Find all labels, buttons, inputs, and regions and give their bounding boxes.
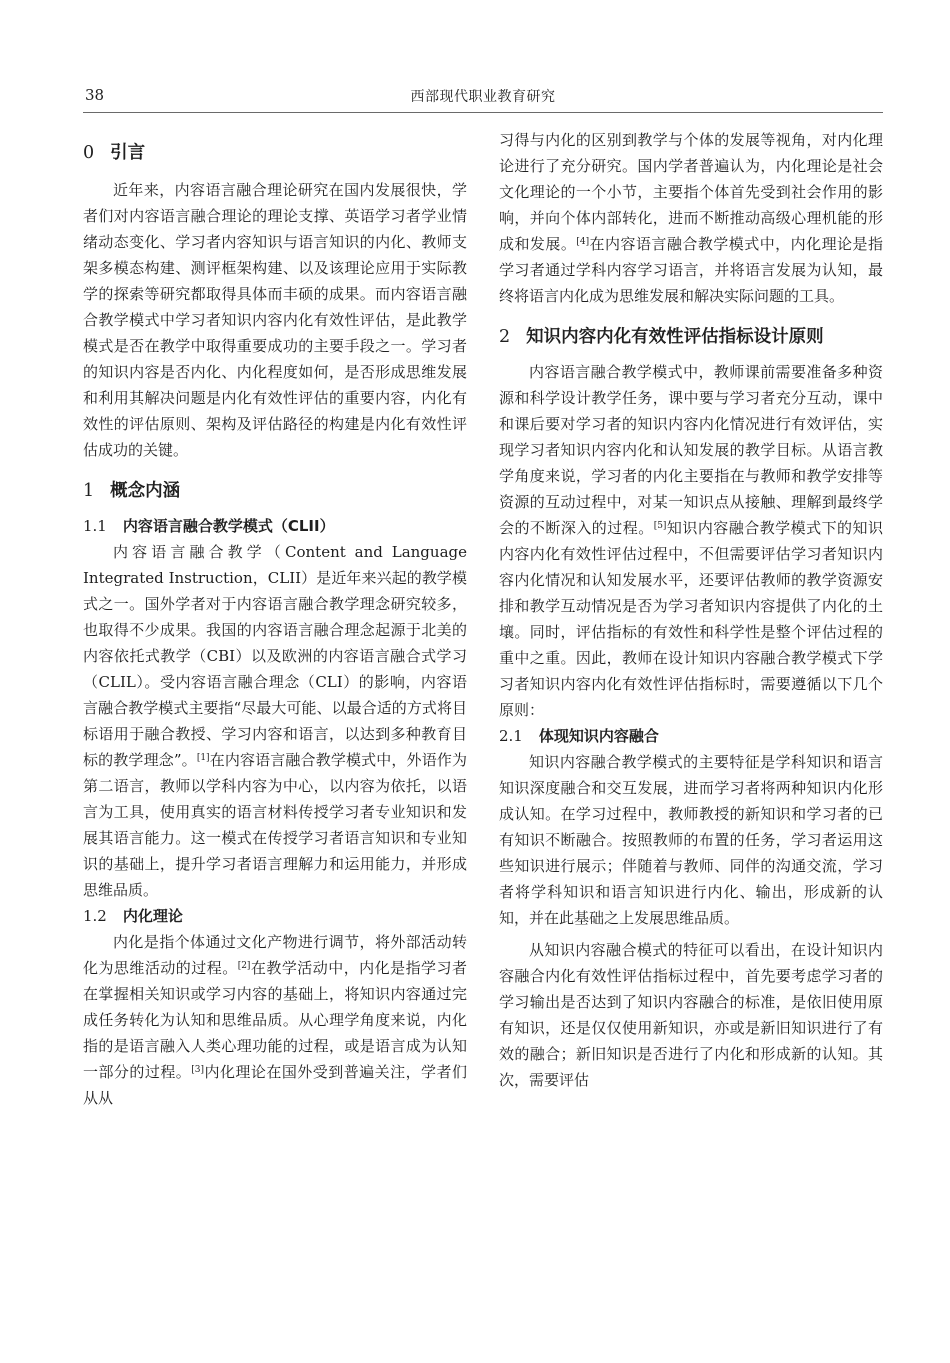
page-number: 38 — [85, 86, 105, 104]
subsection-heading-clii — [83, 513, 467, 539]
paragraph — [499, 127, 883, 309]
paragraph-text: 在内容语言融合教学模式中，外语作为第二语言，教师以学科内容为中心，以内容为依托，以语言为工具，使用真实的语言材料传授学习者专业知识和发展其语言能力。这一模式在传授学习者语言知识和专业知识的基础上，提升学习者语言理解力和运用能力，并形成思维品质。 — [83, 751, 467, 899]
paragraph-text: 在内容语言融合教学模式中，内化理论是指学习者通过学科内容学习语言，并将语言发展为认知，最终将语言内化成为思维发展和解决实际问题的工具。 — [499, 235, 883, 305]
section-heading-principles — [499, 323, 883, 351]
paragraph: 从知识内容融合模式的特征可以看出，在设计知识内容融合内化有效性评估指标过程中，首先要考虑学习者的学习输出是否达到了知识内容融合的标准，是依旧使用原有知识，还是仅仅使用新知识，亦或是新旧知识进行了有效的融合；新旧知识是否进行了内化和形成新的认知。其次，需要评估 — [499, 941, 883, 1089]
section-heading-introduction — [83, 139, 467, 167]
paragraph-text: 内容语言融合教学模式中，教师课前需要准备多种资源和科学设计教学任务，课中要与学习者充分互动，课中和课后要对学习者的知识内容内化情况进行有效评估，实现学习者知识内容内化和认知发展的教学目标。从语言教学角度来说，学习者的内化主要指在与教师和教学安排等资源的互动过程中，对某一知识点从接触、理解到最终学会的不断深入的过程。 — [499, 363, 883, 537]
section-title: 引言 — [110, 143, 146, 163]
citation-marker: [3] — [191, 1065, 205, 1075]
subsection-number: 2.1 — [499, 727, 523, 745]
citation-marker: [2] — [237, 961, 251, 971]
section-number: 1 — [83, 481, 95, 501]
paragraph — [83, 539, 467, 903]
journal-name: 西部现代职业教育研究 — [410, 89, 556, 105]
section-number: 0 — [83, 143, 95, 163]
citation-marker: [4] — [576, 237, 590, 247]
subsection-heading-internalization — [83, 903, 467, 929]
paragraph-text: 知识内容融合教学模式下的知识内容内化有效性评估过程中，不但需要评估学习者知识内容内化情况和认知发展水平，还要评估教师的教学资源安排和教学互动情况是否为学习者知识内容提供了内化的土壤。同时，评估指标的有效性和科学性是整个评估过程的重中之重。因此，教师在设计知识内容融合教学模式下学习者知识内容内化有效性评估指标时，需要遵循以下几个原则： — [499, 519, 883, 719]
left-column — [83, 127, 467, 1111]
section-number: 2 — [499, 327, 511, 347]
paragraph: 知识内容融合教学模式的主要特征是学科知识和语言知识深度融合和交互发展，进而学习者将两种知识内化形成认知。在学习过程中，教师教授的新知识和学习者的已有知识不断融合。按照教师的布置的任务，学习者运用这些知识进行展示；伴随着与教师、同伴的沟通交流，学习者将学科知识和语言知识进行内化、输出，形成新的认知，并在此基础之上发展思维品质。 — [499, 753, 883, 927]
subsection-number: 1.1 — [83, 517, 107, 535]
right-column — [499, 127, 883, 1093]
subsection-heading-integration — [499, 723, 883, 749]
citation-marker: [1] — [196, 753, 210, 763]
section-heading-concepts — [83, 477, 467, 505]
paragraph — [83, 929, 467, 1111]
subsection-title: 内化理论 — [122, 907, 183, 925]
paragraph-text: 内化是指个体通过文化产物进行调节，将外部活动转化为思维活动的过程。 — [83, 933, 467, 977]
subsection-title: 体现知识内容融合 — [538, 727, 659, 745]
running-header — [83, 82, 883, 113]
paragraph-text: 内化理论在国外受到普遍关注，学者们从从 — [83, 1063, 467, 1107]
paragraph — [499, 359, 883, 723]
subsection-number: 1.2 — [83, 907, 107, 925]
section-title: 知识内容内化有效性评估指标设计原则 — [526, 327, 824, 347]
paragraph-text: 在教学活动中，内化是指学习者在掌握相关知识或学习内容的基础上，将知识内容通过完成任务转化为认知和思维品质。从心理学角度来说，内化指的是语言融入人类心理功能的过程，或是语言成为认知一部分的过程。 — [83, 959, 467, 1081]
subsection-title: 内容语言融合教学模式（CLII） — [122, 517, 335, 535]
section-title: 概念内涵 — [110, 481, 181, 501]
paragraph-text: 内容语言融合教学（Content and Language Integrated Instruction，CLII）是近年来兴起的教学模式之一。国外学者对于内容语言融合教学理念研究较多，也取得不少成果。我国的内容语言融合理念起源于北美的内容依托式教学（CBI）以及欧洲的内容语言融合式学习（CLIL）。受内容语言融合理念（CLI）的影响，内容语言融合教学模式主要指“尽最大可能、以最合适的方式将目标语用于融合教授、学习内容和语言，以达到多种教育目标的教学理念”。 — [83, 543, 467, 769]
paragraph-text: 习得与内化的区别到教学与个体的发展等视角，对内化理论进行了充分研究。国内学者普遍认为，内化理论是社会文化理论的一个小节，主要指个体首先受到社会作用的影响，并向个体内部转化，进而不断推动高级心理机能的形成和发展。 — [499, 131, 883, 253]
citation-marker: [5] — [653, 521, 667, 531]
paragraph: 近年来，内容语言融合理论研究在国内发展很快，学者们对内容语言融合理论的理论支撑、英语学习者学业情绪动态变化、学习者内容知识与语言知识的内化、教师支架多模态构建、测评框架构建、以及该理论应用于实际教学的探索等研究都取得具体而丰硕的成果。而内容语言融合教学模式中学习者知识内容内化有效性评估，是此教学模式是否在教学中取得重要成功的主要手段之一。学习者的知识内容是否内化、内化程度如何，是否形成思维发展和利用其解决问题是内化有效性评估的重要内容，内化有效性的评估原则、架构及评估路径的构建是内化有效性评估成功的关键。 — [83, 181, 467, 459]
